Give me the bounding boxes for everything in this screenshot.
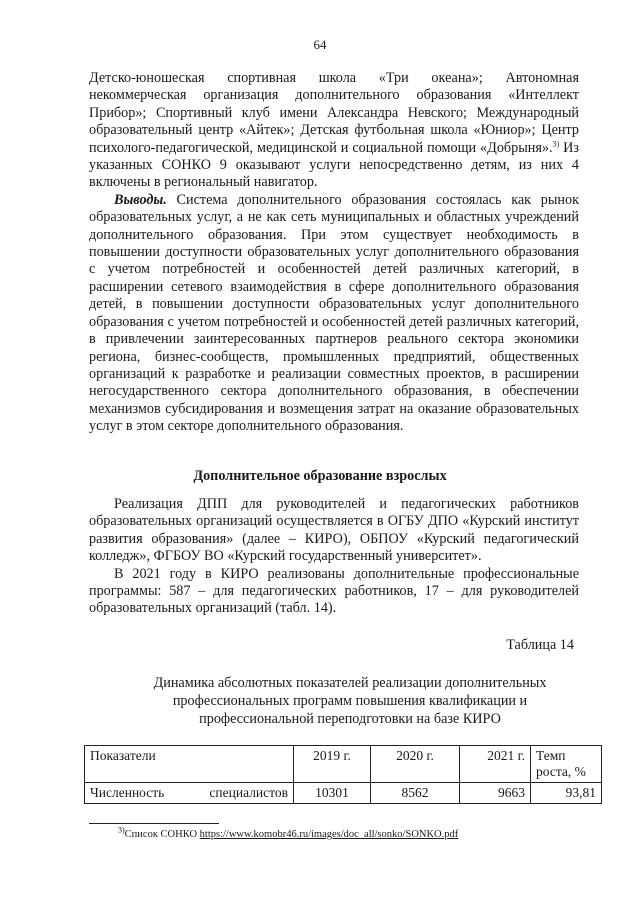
row-label [85, 783, 294, 804]
footnote-reference[interactable]: 3) [552, 138, 560, 148]
footnote-divider [89, 823, 219, 824]
footnote [118, 825, 459, 840]
paragraph-conclusions [89, 192, 579, 436]
header-2020: 2020 г. [371, 746, 460, 783]
conclusions-text: Система дополнительного образования состоялась как рынок образовательных услуг, а не как сеть муниципальных и областных учреждений дополнительного образования. При этом существует необходимость в повышении доступности образовательных услуг дополнительного образования с учетом потребностей и особенностей детей различных категорий, в расширении сетевого взаимодействия в сфере дополнительного образования детей, в повышении доступности образовательных услуг дополнительного образования с учетом потребностей и особенностей детей различных категорий, в привлечении заинтересованных партнеров реального сектора экономики региона, бизнес-сообществ, промышленных предприятий, общественных организаций к разработке и реализации совместных проектов, в расширении негосударственного сектора дополнительного образования, в обеспечении механизмов субсидирования и возмещения затрат на оказание образовательных услуг в этом секторе дополнительного образования. [89, 191, 579, 435]
indicators-table [84, 745, 602, 804]
sonko-summary-text: Из указанных СОНКО 9 оказывают услуги непосредственно детям, из них 4 включены в региональный навигатор. [89, 139, 579, 191]
body-text-upper [89, 70, 579, 436]
footnote-marker: 3) [118, 825, 125, 835]
row-label-left: Численность [90, 785, 165, 800]
table-label: Таблица 14 [506, 637, 574, 653]
table-header-row [85, 746, 602, 783]
footnote-link[interactable]: https://www.komobr46.ru/images/doc_all/sonko/SONKO.pdf [199, 829, 459, 840]
header-2021: 2021 г. [460, 746, 531, 783]
value-2019: 10301 [294, 783, 371, 804]
body-text-lower [89, 496, 579, 618]
value-2020: 8562 [371, 783, 460, 804]
header-2019: 2019 г. [294, 746, 371, 783]
value-2021: 9663 [460, 783, 531, 804]
paragraph-sonko-list [89, 70, 579, 192]
paragraph-kiro-programs: В 2021 году в КИРО реализованы дополнительные профессиональные программы: 587 – для педагогических работников, 17 – для руководителей образовательных организаций (табл. 14). [89, 565, 579, 617]
sonko-list-text: Детско-юношеская спортивная школа «Три океана»; Автономная некоммерческая организация дополнительного образования «Интеллект Прибор»; Спортивный клуб имени Александра Невского; Международный образовательный центр «Айтек»; Детская футбольная школа «Юниор»; Центр психолого-педагогической, медицинской и социальной помощи «Добрыня». [89, 70, 579, 156]
row-label-right: специалистов [209, 785, 288, 800]
conclusions-label: Выводы. [114, 191, 167, 208]
header-growth-rate: Темп роста, % [531, 746, 602, 783]
paragraph-dpp-implementation: Реализация ДПП для руководителей и педагогических работников образовательных организаций осуществляется в ОГБУ ДПО «Курский институт развития образования» (далее – КИРО), ОБПОУ «Курский педагогический колледж», ФГБОУ ВО «Курский государственный университет». [89, 496, 579, 565]
section-heading: Дополнительное образование взрослых [193, 468, 447, 484]
value-growth-rate: 93,81 [531, 783, 602, 804]
footnote-label: Список СОНКО [124, 829, 200, 840]
table-row [85, 783, 602, 804]
page-number: 64 [313, 37, 327, 52]
table-caption: Динамика абсолютных показателей реализации дополнительных профессиональных программ повышения квалификации и профессиональной переподготовки на базе КИРО [153, 675, 547, 727]
header-indicators: Показатели [85, 746, 294, 783]
